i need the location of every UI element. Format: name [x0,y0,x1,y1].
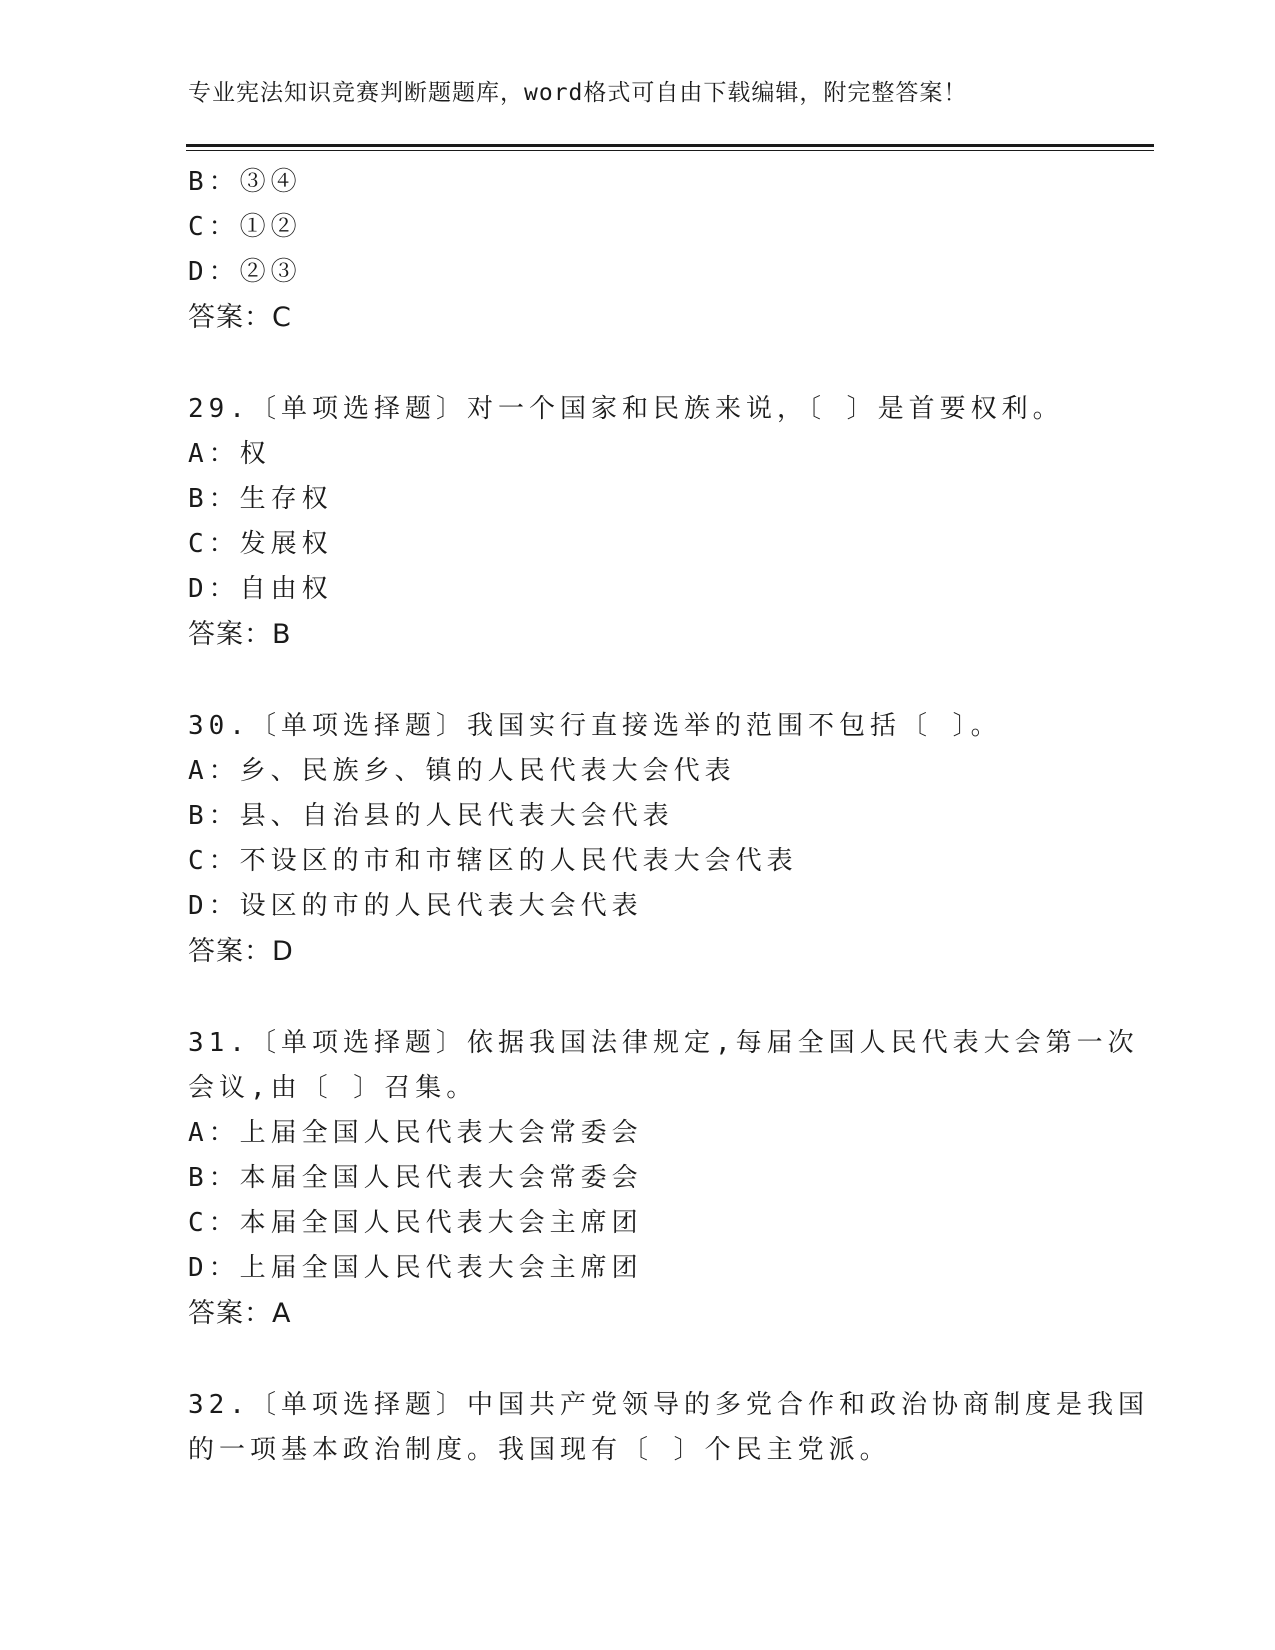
option-d [188,250,1088,295]
option-d [188,1246,1088,1291]
option-label: B： [188,801,240,831]
question-31 [188,1021,1139,1336]
option-c [188,839,1088,884]
option-label: D： [188,1253,240,1283]
option-c [188,205,1088,250]
option-d [188,884,1088,929]
question-32 [188,1383,1149,1473]
option-label: A： [188,756,240,786]
option-label: C： [188,846,240,876]
option-text: 上届全国人民代表大会主席团 [239,1253,643,1283]
option-label: A： [188,1118,240,1148]
option-text: 不设区的市和市辖区的人民代表大会代表 [239,846,798,876]
stem-line: 32.〔单项选择题〕中国共产党领导的多党合作和政治协商制度是我国 [188,1390,1149,1420]
option-label: D： [188,891,240,921]
stem-line: 29.〔单项选择题〕对一个国家和民族来说，〔 〕是首要权利。 [188,394,1064,424]
stem-line: 的一项基本政治制度。我国现有〔 〕个民主党派。 [188,1435,891,1465]
option-b [188,160,1088,205]
option-label: C： [188,529,240,559]
option-label: A： [188,439,240,469]
option-text: 设区的市的人民代表大会代表 [239,891,643,921]
stem-line: 30.〔单项选择题〕我国实行直接选举的范围不包括〔 〕。 [188,711,1002,741]
header-rule-thin [186,150,1154,151]
option-b [188,477,1088,522]
option-b [188,794,1088,839]
option-a [188,432,1088,477]
question-list [188,160,1149,1473]
answer: 答案：D [188,936,294,967]
option-text: 生存权 [239,484,333,514]
option-label: B： [188,167,240,197]
option-a [188,1111,1088,1156]
answer: 答案：A [188,1298,292,1329]
option-text: ①② [239,212,302,242]
option-text: ③④ [239,167,302,197]
question-stem [188,704,1088,749]
option-b [188,1156,1088,1201]
answer: 答案：C [188,302,292,333]
option-label: B： [188,1163,240,1193]
option-text: 权 [239,439,271,469]
option-text: ②③ [239,257,302,287]
option-text: 本届全国人民代表大会主席团 [239,1208,643,1238]
question-30 [188,704,1088,974]
option-d [188,567,1088,612]
option-text: 县、自治县的人民代表大会代表 [239,801,674,831]
question-stem [188,387,1088,432]
option-label: C： [188,1208,240,1238]
question-29 [188,387,1088,657]
option-text: 上届全国人民代表大会常委会 [239,1118,643,1148]
option-text: 本届全国人民代表大会常委会 [239,1163,643,1193]
option-label: D： [188,257,240,287]
continued-question [188,160,1088,340]
option-text: 乡、民族乡、镇的人民代表大会代表 [239,756,736,786]
option-text: 发展权 [239,529,333,559]
option-c [188,1201,1088,1246]
page-header: 专业宪法知识竞赛判断题题库，word格式可自由下载编辑，附完整答案！ [188,80,968,106]
option-label: B： [188,484,240,514]
question-stem [188,1383,1149,1473]
option-text: 自由权 [239,574,333,604]
question-stem [188,1021,1139,1111]
stem-line: 会议,由〔 〕召集。 [188,1073,478,1103]
option-a [188,749,1088,794]
stem-line: 31.〔单项选择题〕依据我国法律规定,每届全国人民代表大会第一次 [188,1028,1139,1058]
option-c [188,522,1088,567]
option-label: C： [188,212,240,242]
header-rule-thick [186,144,1154,147]
option-label: D： [188,574,240,604]
answer: 答案：B [188,619,292,650]
